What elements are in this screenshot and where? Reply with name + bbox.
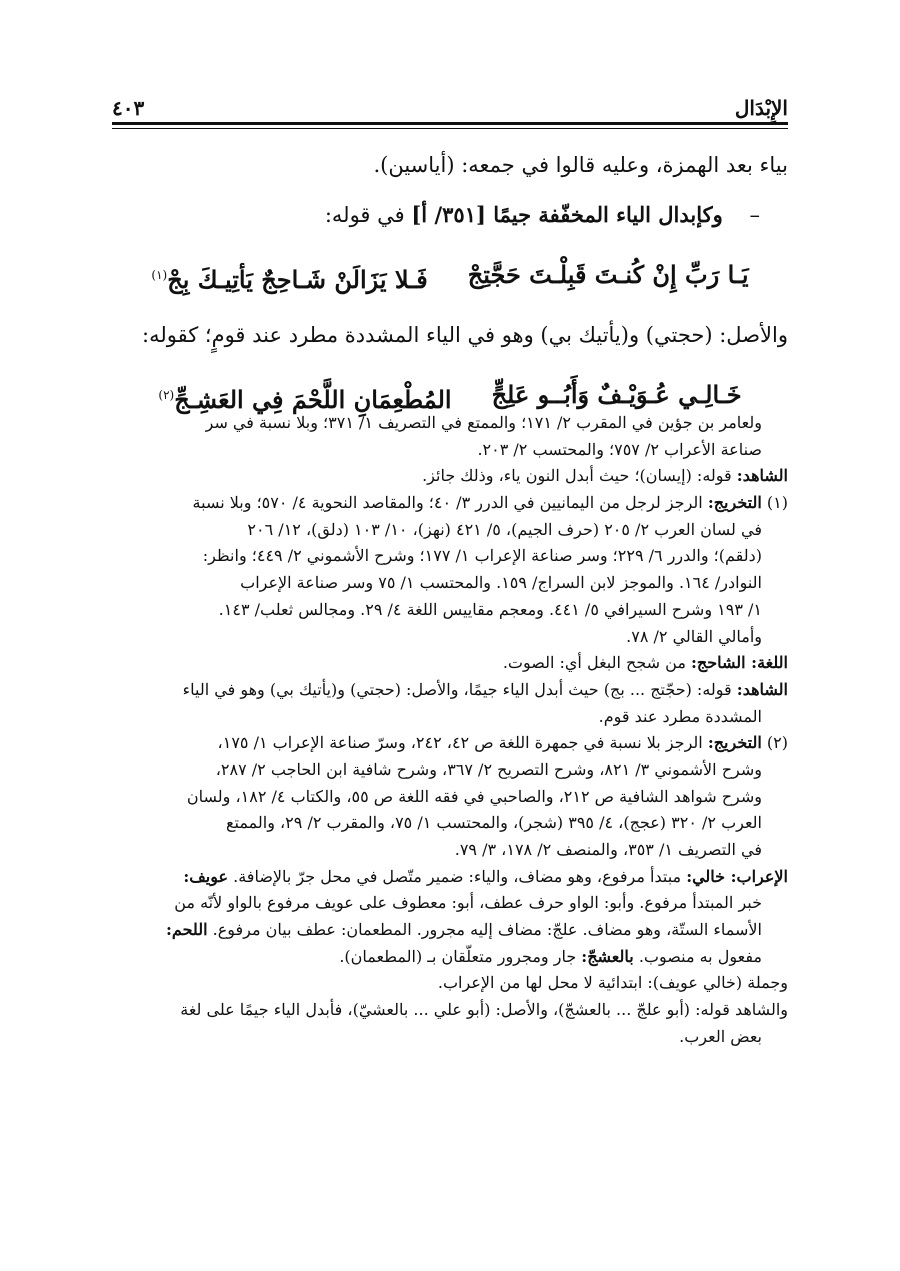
main-text-span: في قوله: (324, 203, 405, 227)
note-label: اللحم: (166, 920, 208, 940)
main-line: والأصل: (حجتي) و(يأتيك بي) وهو في الياء المشددة مطرد عند قومٍ؛ كقوله: (142, 323, 788, 347)
header-rule-thick (112, 122, 788, 125)
chapter-title: الإِبْدَال (734, 96, 788, 120)
note-line (112, 864, 788, 891)
verse-hemistich-second (151, 240, 427, 310)
main-text (112, 140, 788, 430)
hemistich-text: المُطْعِمَانِ اللَّحْمَ فِي العَشِـجِّ (174, 385, 452, 414)
note-line: وشرح شواهد الشافية ص ٢١٢، والصاحبي في فقه اللغة ص ٥٥، والكتاب ٤/ ١٨٢، ولسان (186, 786, 762, 806)
note-text: الأسماء الستّة، وهو مضاف. علجّ: مضاف إليه مجرور. المطعمان: عطف بيان مرفوع. (212, 920, 762, 940)
note-line: ١/ ١٩٣ وشرح السيرافي ٥/ ٤٤١. ومعجم مقاييس اللغة ٤/ ٢٩. ومجالس ثعلب/ ١٤٣. (218, 599, 762, 619)
note-line: العرب ٢/ ٣٢٠ (عجج)، ٤/ ٣٩٥ (شجر)، والمحتسب ١/ ٧٥، والمقرب ٢/ ٢٩، والممتع (226, 813, 762, 833)
note-text: مفعول به منصوب. (638, 946, 762, 966)
note-line (112, 463, 788, 490)
note-text: قوله: (حجّتج ... بج) حيث أبدل الياء جيمًا، والأصل: (حجتي) و(يأتيك بي) وهو في الياء (182, 679, 732, 699)
note-line: وشرح الأشموني ٣/ ٨٢١، وشرح التصريح ٢/ ٣٦٧، وشرح شافية ابن الحاجب ٢/ ٢٨٧، (215, 759, 762, 779)
note-line (112, 917, 788, 944)
footnote-ref: (١) (151, 268, 168, 282)
poetry-verse (112, 240, 788, 310)
note-label: بالعشجّ: (581, 946, 634, 966)
note-text: الرجز بلا نسبة في جمهرة اللغة ص ٤٢، ٢٤٢، وسرّ صناعة الإعراب ١/ ١٧٥، (217, 733, 703, 753)
footnote-number: (١) (766, 493, 788, 513)
verse-hemistich-first: يَـا رَبِّ إِنْ كُنـتَ قَبِلْـتَ حَجَّتِجْ (467, 260, 749, 289)
note-line: في لسان العرب ٢/ ٢٠٥ (حرف الجيم)، ٥/ ٤٢١ (نهز)، ١٠/ ١٠٣ (دلق)، ١٢/ ٢٠٦ (247, 519, 762, 539)
note-line (112, 650, 788, 677)
note-label: الإعراب: خالي: (686, 866, 788, 886)
note-line: النوادر/ ١٦٤. والموجز لابن السراج/ ١٥٩. والمحتسب ١/ ٧٥ وسر صناعة الإعراب (240, 573, 762, 593)
note-line: وجملة (خالي عويف): ابتدائية لا محل لها من الإعراب. (437, 973, 788, 993)
note-line (112, 944, 788, 971)
page-number: ٤٠٣ (112, 96, 145, 120)
footnote-ref: (٢) (158, 388, 175, 402)
note-text: من شجح البغل أي: الصوت. (502, 653, 686, 673)
header-rule-thin (112, 128, 788, 129)
note-label: اللغة: الشاحج: (691, 653, 788, 673)
note-label: الشاهد: (736, 466, 788, 486)
footnotes (112, 410, 788, 1051)
note-line: المشددة مطرد عند قوم. (598, 706, 762, 726)
note-line: وأمالي القالي ٢/ ٧٨. (626, 626, 762, 646)
note-label: عويف: (183, 866, 229, 886)
note-line (112, 490, 788, 517)
footnote-number: (٢) (766, 733, 788, 753)
note-line: صناعة الأعراب ٢/ ٧٥٧؛ والمحتسب ٢/ ٢٠٣. (477, 439, 762, 459)
note-label: التخريج: (707, 733, 762, 753)
note-line: والشاهد قوله: (أبو علجّ ... بالعشجّ)، والأصل: (أبو علي ... بالعشيّ)، فأبدل الياء جيمًا على لغة (180, 1000, 788, 1020)
note-text: جار ومجرور متعلّقان بـ (المطعمان). (339, 946, 577, 966)
note-line: خبر المبتدأ مرفوع. وأبو: الواو حرف عطف، أبو: معطوف على عويف مرفوع بالواو لأنّه من (174, 893, 762, 913)
note-text: قوله: (إيسان)؛ حيث أبدل النون ياء، وذلك جائز. (422, 466, 732, 486)
verse-hemistich-first: خَـالِـي عُـوَيْـفٌ وَأَبُــو عَلِجٍّ (491, 380, 742, 409)
list-dash: – (749, 203, 760, 227)
note-line: ولعامر بن جؤين في المقرب ٢/ ١٧١؛ والممتع في التصريف ١/ ٣٧١؛ وبلا نسبة في سر (205, 413, 762, 432)
main-line (112, 190, 788, 240)
note-line (112, 677, 788, 704)
note-line: بعض العرب. (679, 1026, 762, 1046)
page-header (112, 80, 788, 120)
note-text: الرجز لرجل من اليمانيين في الدرر ٣/ ٤٠؛ والمقاصد النحوية ٤/ ٥٧٠؛ وبلا نسبة (192, 493, 703, 513)
note-line (112, 730, 788, 757)
note-line: (دلقم)؛ والدرر ٦/ ٢٢٩؛ وسر صناعة الإعراب ١/ ١٧٧؛ وشرح الأشموني ٢/ ٤٤٩؛ وانظر: (202, 546, 762, 566)
hemistich-text: فَـلا يَزَالَنْ شَـاحِجٌ يَأتِيـكَ بِجْ (167, 265, 428, 294)
note-text: مبتدأ مرفوع، وهو مضاف، والياء: ضمير متّصل في محل جرّ بالإضافة. (233, 866, 682, 886)
note-line: في التصريف ١/ ٣٥٣، والمنصف ٢/ ١٧٨، ٣/ ٧٩. (454, 840, 762, 859)
note-label: الشاهد: (736, 679, 788, 699)
main-line: بياء بعد الهمزة، وعليه قالوا في جمعه: (أياسين). (373, 153, 788, 177)
bold-phrase: وكإبدال الياء المخفّفة جيمًا [٣٥١/ أ] (411, 202, 723, 227)
note-label: التخريج: (707, 493, 762, 513)
